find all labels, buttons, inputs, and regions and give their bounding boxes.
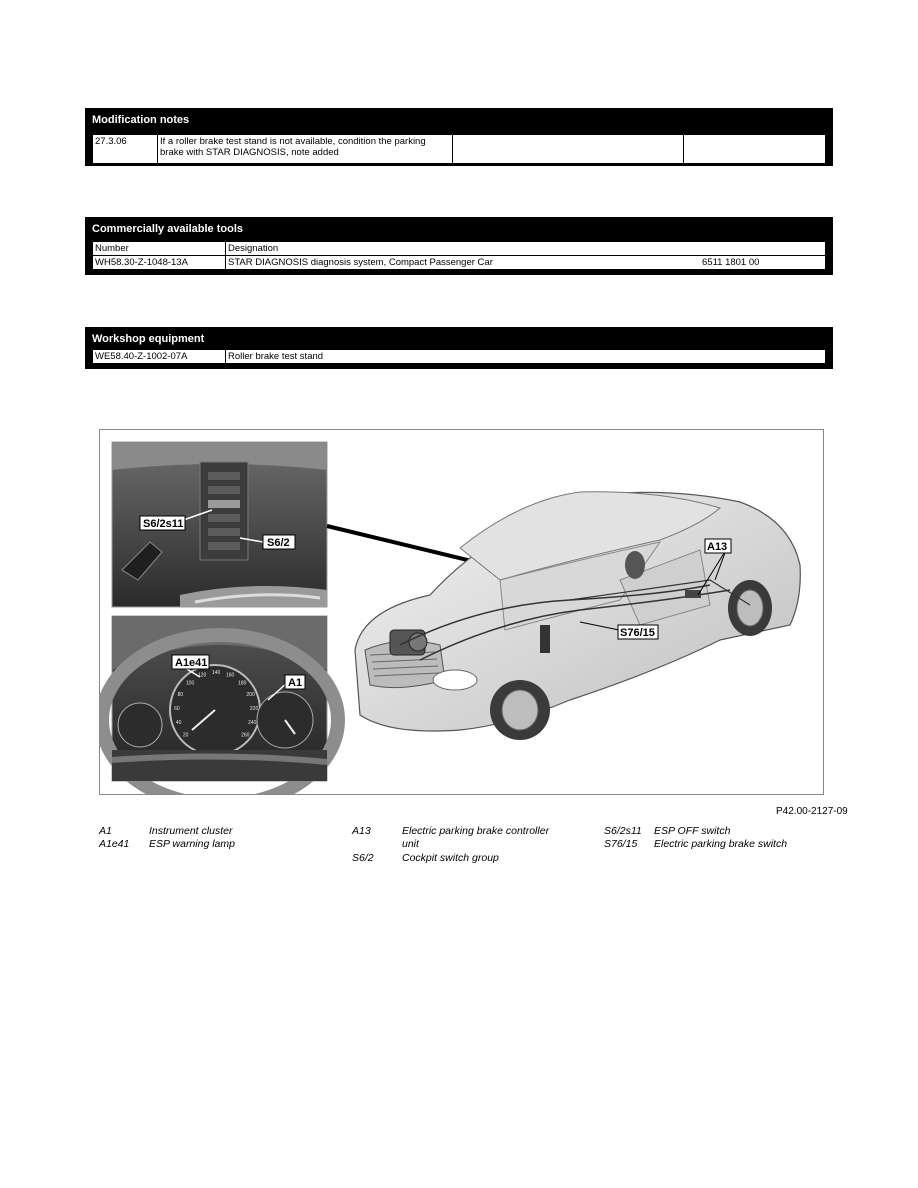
legend-value: ESP warning lamp: [149, 838, 235, 850]
legend-value: Electric parking brake switch: [654, 838, 788, 850]
legend-key: S6/2s11: [604, 825, 642, 837]
header-designation: Designation: [226, 242, 826, 256]
modification-notes-table: [92, 134, 826, 164]
commercial-tools-title: Commercially available tools: [92, 223, 244, 235]
callout-a1e41: A1e41: [175, 657, 208, 669]
figure-illustration: [100, 430, 823, 794]
legend-key: A1e41: [99, 838, 130, 850]
legend-key: A13: [352, 825, 371, 837]
note-text: If a roller brake test stand is not available, condition the parking brake with STAR DIAGNOSIS, note added: [158, 135, 453, 164]
gauge-number: 20: [182, 732, 189, 739]
gauge-number: 180: [238, 680, 247, 687]
legend-value: Cockpit switch group: [402, 852, 499, 864]
tool-designation: STAR DIAGNOSIS diagnosis system, Compact Passenger Car: [226, 256, 701, 270]
note-col3: [453, 135, 684, 164]
table-row: [93, 350, 826, 364]
gauge-number: 100: [185, 680, 195, 687]
gauge-number: 220: [249, 705, 259, 712]
gauge-number: 60: [174, 705, 180, 712]
callout-a13: A13: [707, 541, 728, 553]
legend-key: S76/15: [604, 838, 638, 850]
table-header-row: [93, 242, 826, 256]
commercial-tools-block: [85, 217, 833, 275]
legend-key: S6/2: [352, 852, 374, 864]
gauge-number: 160: [226, 672, 235, 679]
car-illustration: [355, 492, 800, 740]
modification-notes-block: [85, 108, 833, 166]
header-number: Number: [93, 242, 226, 256]
gauge-number: 240: [248, 720, 257, 726]
parking-brake-figure: [99, 429, 824, 795]
gauge-number: 80: [177, 691, 184, 698]
modification-notes-title: Modification notes: [92, 114, 190, 126]
instrument-cluster-inset: [102, 616, 338, 794]
commercial-tools-table: [92, 241, 826, 270]
note-date: 27.3.06: [93, 135, 158, 164]
callout-s6-2s11: S6/2s11: [143, 518, 184, 530]
gauge-number: 40: [175, 720, 182, 726]
table-row: [93, 135, 826, 164]
callout-s76-15: S76/15: [620, 627, 655, 639]
callout-s6-2: S6/2: [267, 537, 290, 549]
legend-key: A1: [99, 825, 112, 837]
figure-code: P42.00-2127-09: [776, 806, 848, 817]
legend-value: ESP OFF switch: [654, 825, 731, 837]
gauge-number: 200: [246, 691, 255, 698]
gauge-number: 120: [198, 672, 207, 679]
workshop-equipment-table: [92, 349, 826, 364]
note-col4: [684, 135, 826, 164]
workshop-equipment-title: Workshop equipment: [92, 333, 205, 345]
legend-value: Electric parking brake controller unit: [402, 825, 550, 850]
gauge-number: 140: [212, 670, 221, 676]
table-row: [93, 256, 826, 270]
tool-number: WH58.30-Z-1048-13A: [93, 256, 226, 270]
legend-value: Instrument cluster: [149, 825, 233, 837]
equipment-number: WE58.40-Z-1002-07A: [93, 350, 226, 364]
workshop-equipment-block: [85, 327, 833, 369]
equipment-designation: Roller brake test stand: [226, 350, 826, 364]
callout-a1: A1: [288, 677, 303, 689]
gauge-number: 260: [241, 732, 250, 739]
tool-part-number: 6511 1801 00: [700, 256, 826, 270]
